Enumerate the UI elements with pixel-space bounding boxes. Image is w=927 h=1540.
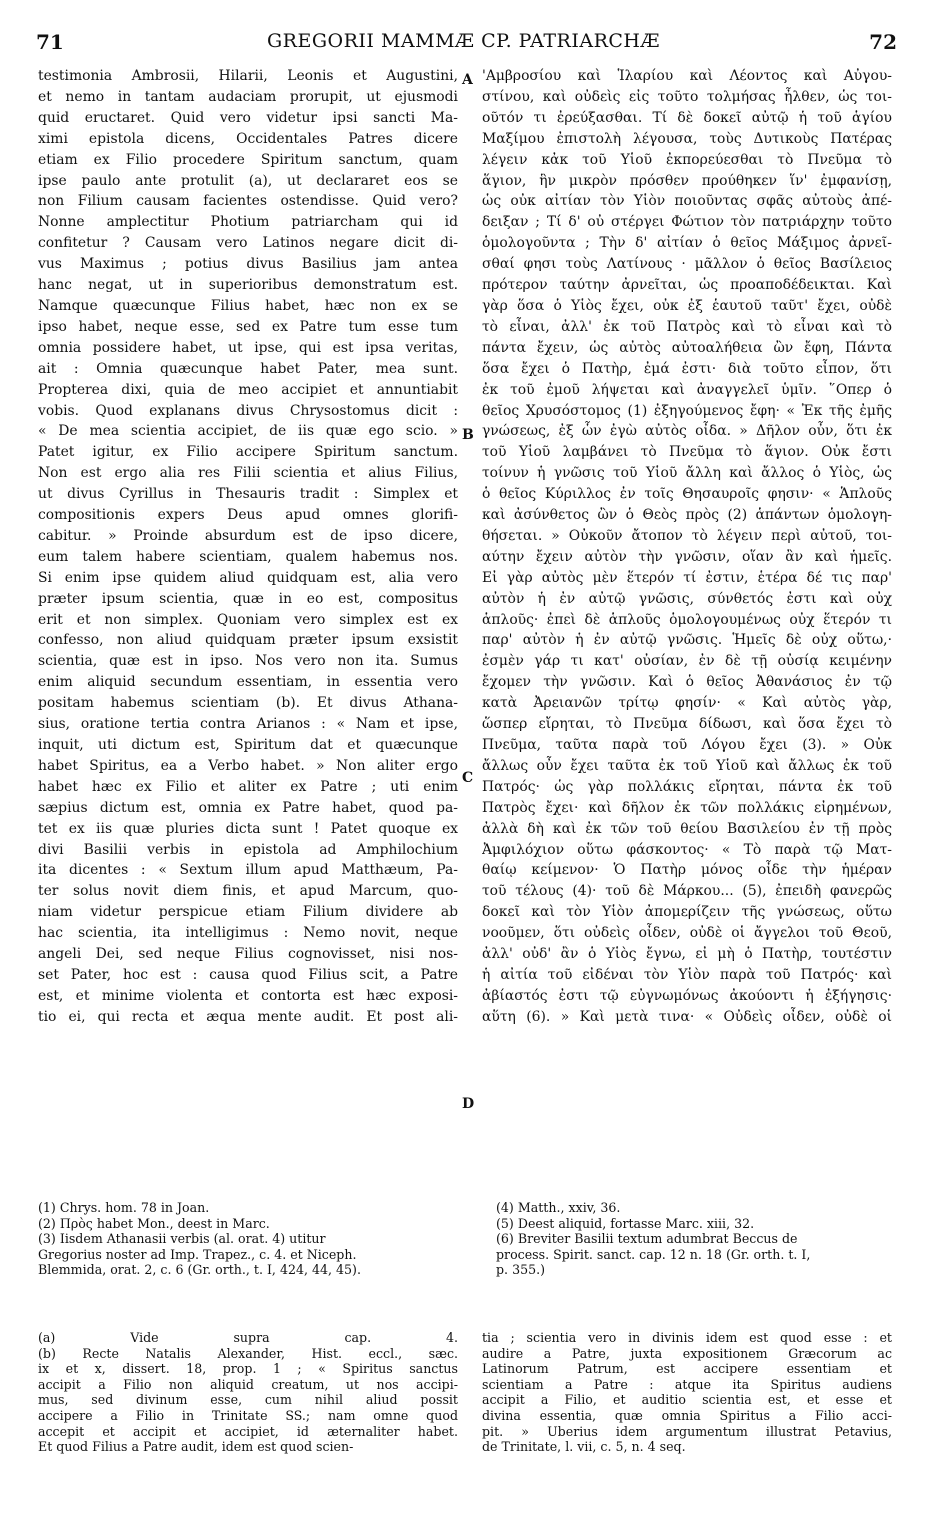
text-line: Ἀμφιλόχιον οὕτω φάσκοντος· « Τὸ παρὰ τῷ Ματ-: [482, 841, 892, 858]
text-line: παρ' αὐτὸν ἡ ἐν αὐτῷ γνῶσις. Ἡμεῖς δὲ οὐχ οὕτω,·: [482, 632, 892, 649]
text-line: Et quod Filius a Patre audit, idem est quod scien-: [38, 1439, 354, 1455]
text-line: et nemo in tantam audaciam prorupit, ut ejusmodi: [38, 88, 458, 105]
text-line: ἀλλ' οὐδ' ἂν ὁ Υἱὸς ἔγνω, εἰ μὴ ὁ Πατὴρ, τουτέστιν: [482, 946, 892, 963]
text-line: λέγειν κἀκ τοῦ Υἱοῦ ἐκπορεύεσθαι τὸ Πνεῦμα τὸ: [482, 151, 892, 168]
text-line: ἁπλοῦς· ἐπεὶ δὲ ἁπλοῦς ὁμολογουμένως οὐχ ἕτερόν τι: [482, 611, 892, 628]
notes-left: [38, 1330, 458, 1455]
running-title: GREGORII MAMMÆ CP. PATRIARCHÆ: [266, 30, 660, 52]
text-line: scientia, quæ est in ipso. Nos vero non ita. Sumus: [38, 653, 458, 670]
greek-column: [482, 66, 892, 1028]
margin-letter-d: D: [462, 1096, 475, 1112]
text-line: Εἰ γὰρ αὐτὸς μὲν ἕτερόν τί ἐστιν, ἑτέρα δέ τις παρ': [482, 569, 892, 586]
text-line: αὕτη (6). » Καὶ μετὰ τινα· « Οὐδεὶς οἶδεν, οὐδὲ οἱ: [482, 1008, 892, 1025]
text-line: ut divus Cyrillus in Thesauris tradit : Simplex et: [38, 486, 458, 503]
text-line: θεῖος Χρυσόστομος (1) ἐξηγούμενος ἔφη· « Ἐκ τῆς ἐμῆς: [482, 402, 892, 419]
text-line: hac scientia, ita intelligimus : Nemo novit, neque: [38, 925, 458, 942]
text-line: habet hæc ex Filio et aliter ex Patre ; uti enim: [38, 778, 458, 795]
text-line: vobis. Quod explanans divus Chrysostomus dicit :: [38, 402, 458, 419]
text-line: νοοῦμεν, ὅτι οὐδεὶς οἶδεν, οὐδὲ οἱ ἄγγελοι τοῦ Θεοῦ,: [482, 925, 892, 942]
text-line: ait : Omnia quæcunque habet Pater, mea sunt.: [38, 360, 458, 377]
text-line: (4) Matth., xxiv, 36.: [496, 1200, 621, 1215]
text-line: 'Αμβροσίου καὶ Ἱλαρίου καὶ Λέοντος καὶ Αὐγου-: [482, 68, 892, 84]
text-line: set Pater, hoc est : causa quod Filius scit, a Patre: [38, 966, 458, 983]
text-line: (b) Recte Natalis Alexander, Hist. eccl., sæc.: [38, 1345, 458, 1361]
text-line: πάντα ἔχειν, ὡς αὐτὸς αὐτοαλήθεια ὢν ἔφη, Πάντα: [482, 339, 892, 356]
text-line: process. Spirit. sanct. cap. 12 n. 18 (Gr. orth. t. I,: [496, 1246, 811, 1262]
text-line: ita dicentes : « Sextum illum apud Matthæum, Pa-: [38, 862, 458, 879]
text-line: Gregorius noster ad Imp. Trapez., c. 4. et Niceph.: [38, 1246, 357, 1262]
text-line: Latinorum Patrum, est accipere essentiam et: [482, 1361, 892, 1377]
text-line: scientiam a Patre : atque ita Spiritus audiens: [482, 1376, 892, 1392]
text-line: ximi epistola dicens, Occidentales Patres dicere: [38, 130, 458, 147]
text-line: καὶ ἀσύνθετος ὢν ὁ Θεὸς πρὸς (2) ἁπάντων ὁμολογη-: [482, 507, 892, 524]
text-line: vus Maximus ; potius divus Basilius jam antea: [38, 256, 458, 273]
text-line: αύτην ἔχειν αὐτὸν τὴν γνῶσιν, οἵαν ἂν καὶ ἡμεῖς.: [482, 548, 892, 565]
text-line: αὐτὸν ἡ ἐν αὐτῷ γνῶσις, σύνθετός ἐστι καὶ οὐχ: [482, 590, 892, 607]
text-line: θήσεται. » Οὐκοῦν ἄτοπον τὸ λέγειν περὶ αὐτοῦ, τοι-: [482, 527, 892, 544]
text-line: δοκεῖ καὶ τὸν Υἱὸν ἀπομερίζειν τῆς γνώσεως, οὕτω: [482, 904, 892, 921]
text-line: ἐσμὲν γάρ τι κατ' οὐσίαν, ἐν δὲ τῇ οὐσίᾳ κειμένην: [482, 653, 892, 670]
text-line: est, et minime violenta et contorta est hæc exposi-: [38, 987, 458, 1004]
text-line: confesso, non aliud quidquam præter ipsum exsistit: [38, 632, 458, 649]
text-line: τοίνυν ἡ γνῶσις τοῦ Υἱοῦ ἄλλη καὶ ἄλλος ὁ Υἱὸς, ὡς: [482, 465, 892, 482]
notes-right: [482, 1330, 892, 1455]
text-line: de Trinitate, l. vii, c. 5, n. 4 seq.: [482, 1439, 686, 1455]
text-line: p. 355.): [496, 1262, 546, 1278]
text-line: γνώσεως, ἐξ ὧν ἐγὼ αὐτὸς οἶδα. » Δῆλον οὖν, ὅτι ἐκ: [482, 423, 892, 440]
text-line: « De mea scientia accipiet, de iis quæ ego scio. »: [38, 423, 458, 440]
text-line: enim aliquid secundum essentiam, in essentia vero: [38, 674, 458, 691]
text-line: accepit et accipit et accipiet, id æternaliter habet.: [38, 1423, 458, 1439]
text-line: Πατρὸς ἔχει· καὶ δῆλον ἐκ τῶν πολλάκις εἰρημένων,: [482, 799, 892, 816]
text-line: ipso habet, neque esse, sed ex Patre tum esse tum: [38, 318, 458, 335]
text-line: οῦτόν τι ἐρεύξασθαι. Τί δὲ δοκεῖ αὐτῷ ἡ τοῦ ἁγίου: [482, 109, 892, 126]
text-line: divi Basilii verbis in epistola ad Amphilochium: [38, 841, 458, 858]
text-line: ἅγιον, ἣν μικρὸν πρόσθεν προύθηκεν ἵν' ἐμφανίσῃ,: [482, 172, 892, 189]
text-line: Si enim ipse quidem aliud quidquam est, alia vero: [38, 569, 458, 586]
text-line: ipse paulo ante protulit (a), ut declararet eos se: [38, 172, 458, 189]
text-line: positam habemus scientiam (b). Et divus Athana-: [38, 695, 458, 712]
text-line: (a) Vide supra cap. 4.: [38, 1330, 458, 1345]
text-line: Πατρός· ὡς γὰρ πολλάκις εἴρηται, πάντα ἐκ τοῦ: [482, 778, 892, 795]
text-line: τοῦ Υἱοῦ λαμβάνει τὸ Πνεῦμα τὸ ἅγιον. Οὐκ ἔστι: [482, 444, 892, 461]
text-line: niam videtur perspicue etiam Filium dividere ab: [38, 904, 458, 921]
text-line: divina essentia, quæ omnia Spiritus a Filio acci-: [482, 1407, 892, 1423]
text-line: ἔχομεν τὴν γνῶσιν. Καὶ ὁ θεῖος Ἀθανάσιος ἐν τῷ: [482, 674, 892, 691]
text-line: (3) Iisdem Athanasii verbis (al. orat. 4) utitur: [38, 1231, 326, 1247]
text-line: (1) Chrys. hom. 78 in Joan.: [38, 1200, 210, 1215]
text-line: Patet igitur, ex Filio accipere Spiritum sanctum.: [38, 444, 458, 461]
text-line: ὁ θεῖος Κύριλλος ἐν τοῖς Θησαυροῖς φησιν· « Ἁπλοῦς: [482, 486, 892, 503]
text-line: sius, oratione tertia contra Arianos : « Nam et ipse,: [38, 716, 458, 733]
text-line: (5) Deest aliquid, fortasse Marc. xiii, 32.: [496, 1215, 755, 1231]
text-line: angeli Dei, sed neque Filius cognovisset, nisi nos-: [38, 946, 458, 963]
text-line: ἄλλως οὖν ἔχει ταῦτα ἐκ τοῦ Υἱοῦ καὶ ἄλλως ἐκ τοῦ: [482, 757, 892, 774]
text-line: Propterea dixi, quia de meo accipiet et annuntiabit: [38, 381, 458, 398]
text-line: Namque quæcunque Filius habet, hæc non ex se: [38, 297, 458, 314]
text-line: Blemmida, orat. 2, c. 6 (Gr. orth., t. I, 424, 44, 45).: [38, 1262, 361, 1278]
text-line: ἀλλὰ δὴ καὶ ἐκ τῶν τοῦ θείου Βασιλείου ἐν τῇ πρὸς: [482, 820, 892, 837]
text-line: audire a Patre, juxta expositionem Græcorum ac: [482, 1345, 892, 1361]
text-line: habet Spiritus, ea a Verbo habet. » Non aliter ergo: [38, 757, 458, 774]
text-line: non Filium causam facientes ostendisse. Quid vero?: [38, 193, 458, 210]
text-line: ἀβίαστός ἐστι τῷ εὐγνωμόνως ἀκούοντι ἡ ἐξήγησις·: [482, 987, 892, 1004]
text-line: erit et non simplex. Quoniam vero simplex est ex: [38, 611, 458, 628]
text-line: hanc negat, ut in superioribus demonstratum est.: [38, 277, 458, 294]
text-line: Πνεῦμα, ταῦτα παρὰ τοῦ Λόγου ἔχει (3). » Οὐκ: [482, 737, 892, 753]
text-line: σθαί φησι τοὺς Λατίνους · μᾶλλον ὁ θεῖος Βασίλειος: [482, 256, 892, 273]
text-line: τοῦ τέλους (4)· τοῦ δὲ Μάρκου... (5), ἐπειδὴ φανερῶς: [482, 883, 892, 900]
text-line: eum talem habere scientiam, qualem habemus nos.: [38, 548, 458, 565]
text-line: omnia possidere habet, ut ipse, qui est ipsa veritas,: [38, 339, 458, 356]
text-line: sæpius dictum est, omnia ex Patre habet, quod pa-: [38, 799, 458, 816]
page-number-left: 71: [36, 30, 64, 54]
text-line: ὅσα ἔχει ὁ Πατὴρ, ἐμά ἐστι· διὰ τοῦτο εἶπον, ὅτι: [482, 360, 892, 377]
text-line: τὸ εἶναι, ἀλλ' ἐκ τοῦ Πατρὸς καὶ τὸ εἶναι καὶ τὸ: [482, 318, 892, 335]
text-line: ix et x, dissert. 18, prop. 1 ; « Spiritus sanctus: [38, 1361, 458, 1377]
text-line: accipit a Filio non aliquid creatum, ut nos accipi-: [38, 1376, 458, 1392]
text-line: πρότερον ταύτην ἀρνεῖται, ὡς προαποδέδεικται. Καὶ: [482, 277, 892, 294]
text-line: (6) Breviter Basilii textum adumbrat Beccus de: [496, 1231, 798, 1247]
footnotes-left: [38, 1200, 458, 1278]
text-line: testimonia Ambrosii, Hilarii, Leonis et Augustini,: [38, 68, 458, 84]
text-line: pit. » Uberius idem argumentum illustrat Petavius,: [482, 1423, 892, 1439]
latin-column: [38, 66, 458, 1028]
text-line: confitetur ? Causam vero Latinos negare dicit di-: [38, 235, 458, 252]
text-line: accipere a Filio in Trinitate SS.; nam omne quod: [38, 1407, 458, 1423]
text-line: compositionis expers Deus apud omnes glorifi-: [38, 507, 458, 524]
text-line: δειξαν ; Τί δ' οὐ στέργει Φώτιον τὸν πατριάρχην τοῦτο: [482, 214, 892, 231]
text-line: ἐκ τοῦ ἐμοῦ λήψεται καὶ ἀναγγελεῖ ὑμῖν. ῞Οπερ ὁ: [482, 381, 892, 398]
text-line: ὥσπερ εἴρηται, τὸ Πνεῦμα δίδωσι, καὶ ὅσα ἔχει τὸ: [482, 716, 892, 733]
text-line: præter ipsum scientia, quæ in eo est, compositus: [38, 590, 458, 607]
text-line: Non est ergo alia res Filii scientia et alius Filius,: [38, 465, 458, 482]
text-line: (2) Πρὸς habet Mon., deest in Marc.: [38, 1215, 270, 1231]
text-line: κατὰ Ἀρειανῶν τρίτῳ φησίν· « Καὶ αὐτὸς γὰρ,: [482, 695, 892, 712]
footnotes-right: [496, 1200, 892, 1278]
text-line: γὰρ ὅσα ὁ Υἱὸς ἔχει, οὐκ ἐξ ἑαυτοῦ ταῦτ' ἔχει, οὐδὲ: [482, 297, 892, 314]
text-line: ἡ αἰτία τοῦ εἰδέναι τὸν Υἱὸν παρὰ τοῦ Πατρός· καὶ: [482, 966, 892, 983]
text-line: quid eructaret. Quid vero videtur ipsi sancti Ma-: [38, 109, 458, 126]
text-line: etiam ex Filio procedere Spiritum sanctum, quam: [38, 151, 458, 168]
text-line: mus, sed divinum esse, cum nihil aliud possit: [38, 1392, 458, 1408]
text-line: ὁμολογοῦντα ; Τὴν δ' αἰτίαν ὁ θεῖος Μάξιμος ἀρνεῖ-: [482, 235, 892, 252]
text-line: tet ex iis quæ pluries dicta sunt ! Patet quoque ex: [38, 820, 458, 837]
text-line: στίνου, καὶ οὐδεὶς εἰς τοῦτο τολμήσας ἦλθεν, ὡς τοι-: [482, 88, 892, 105]
margin-letter-b: B: [462, 427, 474, 443]
text-line: cabitur. » Proinde absurdum est de ipso dicere,: [38, 527, 458, 544]
page-number-right: 72: [869, 30, 897, 54]
margin-letter-a: A: [462, 72, 473, 88]
text-line: Μαξίμου ἐπιστολὴ λέγουσα, τοὺς Δυτικοὺς Πατέρας: [482, 130, 892, 147]
text-line: Nonne amplectitur Photium patriarcham qui id: [38, 214, 458, 231]
text-line: tio ei, qui recta et æqua mente audit. Et post ali-: [38, 1008, 458, 1025]
text-line: ter solus novit diem finis, et apud Marcum, quo-: [38, 883, 458, 900]
text-line: tia ; scientia vero in divinis idem est quod esse : et: [482, 1330, 892, 1345]
margin-letter-c: C: [462, 770, 474, 786]
text-line: ὡς οὐκ αἰτίαν τὸν Υἱὸν ποιοῦντας σφᾶς αὐτοὺς ἀπέ-: [482, 193, 892, 210]
text-line: accipit a Filio, et auditio scientia est, et esse et: [482, 1392, 892, 1408]
page-header: [0, 30, 927, 58]
text-line: θαίῳ κείμενον· Ὁ Πατὴρ μόνος οἶδε τὴν ἡμέραν: [482, 862, 892, 879]
text-line: inquit, uti dictum est, Spiritum dat et quæcunque: [38, 737, 458, 753]
